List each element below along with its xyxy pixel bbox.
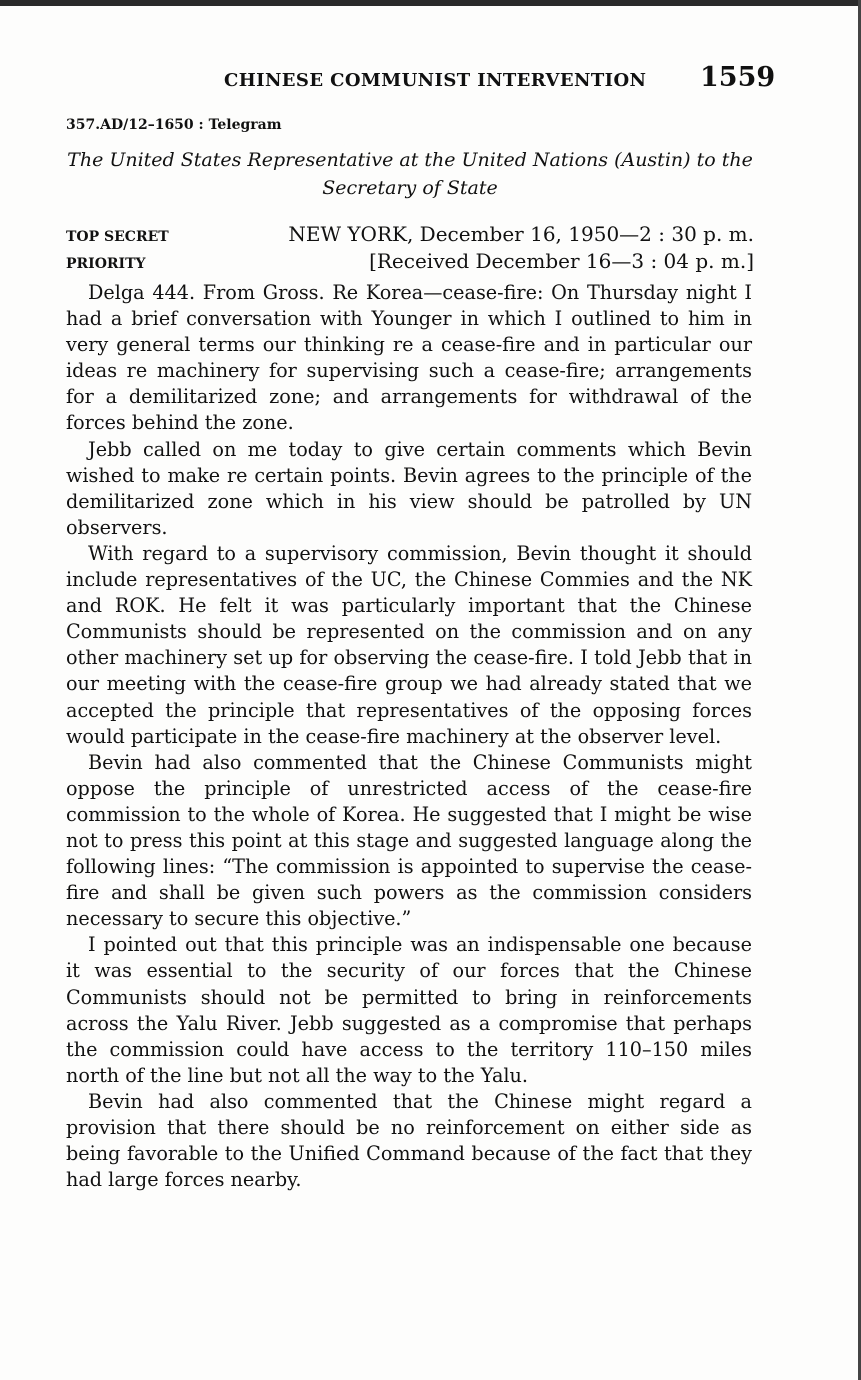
paragraph: Delga 444. From Gross. Re Korea—cease-fire: On Thursday night I had a brief conversation with Younger in which I outlined to him in very general terms our thinking re a cease-fire and in particular our ideas re machinery for supervising such a cease-fire; arrangements for a demilitarized zone; and arrangements for withdrawal of the forces behind the zone. (66, 281, 752, 435)
telegram-body (66, 280, 752, 1193)
running-header-title: CHINESE COMMUNIST INTERVENTION (224, 70, 647, 91)
paragraph: I pointed out that this principle was an indispensable one because it was essential to the security of our forces that the Chinese Communists should not be permitted to bring in reinforcements across the Yalu River. Jebb suggested as a compromise that perhaps the commission could have access to the territory 110–150 miles north of the line but not all the way to the Yalu. (66, 933, 752, 1087)
paragraph: Bevin had also commented that the Chinese Communists might oppose the principle of unrestricted access of the cease-fire commission to the whole of Korea. He suggested that I might be wise not to press this point at this stage and suggested language along the following lines: “The commission is appointed to supervise the cease-fire and shall be given such powers as the commission considers necessary to secure this objective.” (66, 750, 752, 931)
paragraph: Bevin had also commented that the Chinese might regard a provision that there should be no reinforcement on either side as being favorable to the Unified Command because of the fact that they had large forces nearby. (66, 1089, 752, 1192)
document-title: The United States Representative at the United Nations (Austin) to the Secretary of State (67, 149, 753, 199)
page-number: 1559 (700, 62, 776, 93)
dateline-sent: NEW YORK, December 16, 1950—2 : 30 p. m. (288, 222, 754, 246)
top-border-rule (0, 0, 861, 6)
classification-priority: PRIORITY (66, 256, 146, 272)
file-reference: 357.AD/12–1650 : Telegram (66, 117, 282, 133)
dateline-received: [Received December 16—3 : 04 p. m.] (369, 249, 754, 273)
paragraph: With regard to a supervisory commission, Bevin thought it should include representatives of the UC, the Chinese Commies and the NK and ROK. He felt it was particularly important that the Chinese Communists should be represented on the commission and on any other machinery set up for observing the cease-fire. I told Jebb that in our meeting with the cease-fire group we had already stated that we accepted the principle that representatives of the opposing forces would participate in the cease-fire machinery at the observer level. (66, 541, 752, 748)
paragraph: Jebb called on me today to give certain comments which Bevin wished to make re certain points. Bevin agrees to the principle of the demilitarized zone which in his view should be patrolled by UN observers. (66, 437, 752, 539)
classification-top-secret: TOP SECRET (66, 229, 169, 245)
